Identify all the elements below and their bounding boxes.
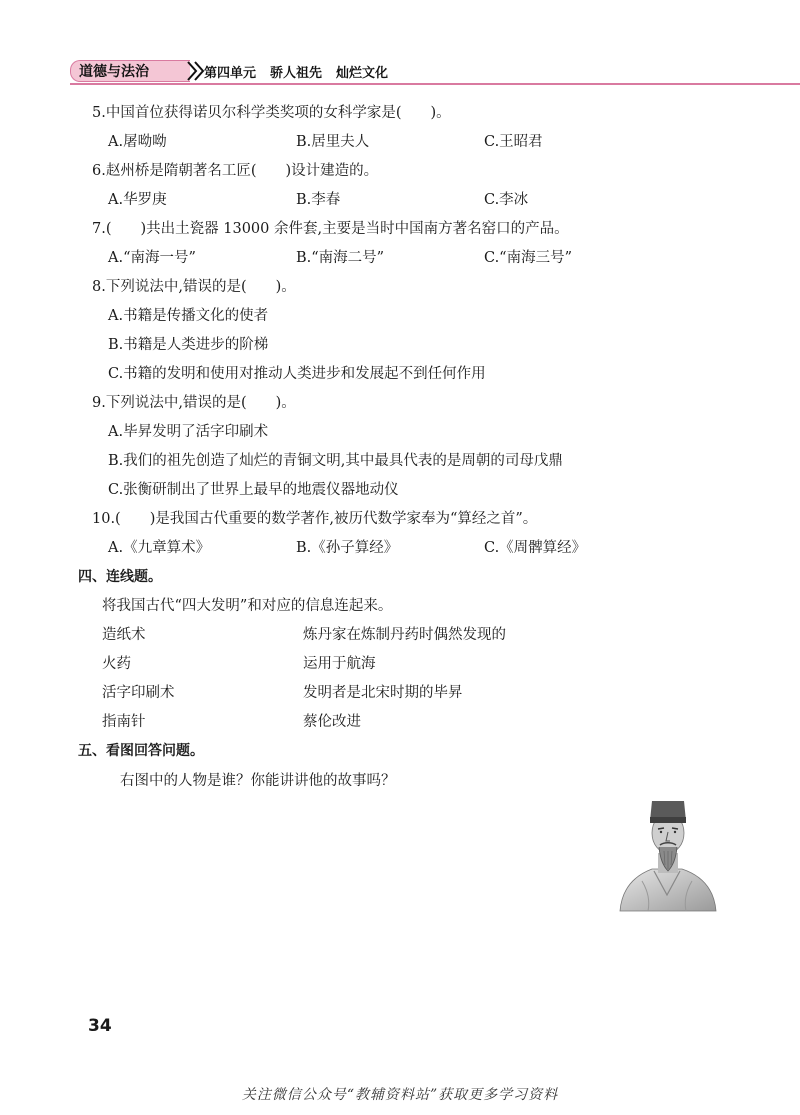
page-number: 34 xyxy=(88,1016,112,1036)
option: C.“南海三号” xyxy=(484,250,573,266)
option: B.居里夫人 xyxy=(296,134,370,150)
match-left-item: 活字印刷术 xyxy=(102,685,175,701)
unit-title-part2: 灿烂文化 xyxy=(336,66,389,81)
option: C.张衡研制出了世界上最早的地震仪器地动仪 xyxy=(108,482,399,498)
question-stem: 5.中国首位获得诺贝尔科学类奖项的女科学家是( )。 xyxy=(92,105,451,121)
section-title: 四、连线题。 xyxy=(78,569,162,585)
option: B.我们的祖先创造了灿烂的青铜文明,其中最具代表的是周朝的司母戊鼎 xyxy=(108,453,563,469)
footer-note: 关注微信公众号“教辅资料站”获取更多学习资料 xyxy=(241,1087,559,1103)
section-instruction: 将我国古代“四大发明”和对应的信息连起来。 xyxy=(102,598,393,614)
option: B.李春 xyxy=(296,192,341,208)
match-left-item: 火药 xyxy=(102,656,131,672)
option: A.“南海一号” xyxy=(108,250,196,266)
option: A.《九章算术》 xyxy=(108,540,211,556)
option: B.“南海二号” xyxy=(296,250,385,266)
section-title: 五、看图回答问题。 xyxy=(78,743,204,759)
option: C.书籍的发明和使用对推动人类进步和发展起不到任何作用 xyxy=(108,366,486,382)
page-header xyxy=(70,58,800,84)
match-left-item: 指南针 xyxy=(102,714,146,730)
option: C.李冰 xyxy=(484,192,529,208)
option: A.华罗庚 xyxy=(108,192,167,208)
option: A.屠呦呦 xyxy=(108,134,167,150)
option: B.书籍是人类进步的阶梯 xyxy=(108,337,269,353)
question-stem: 9.下列说法中,错误的是( )。 xyxy=(92,395,296,411)
option: C.《周髀算经》 xyxy=(484,540,587,556)
unit-title-part1: 骄人祖先 xyxy=(270,66,323,81)
option: A.毕昇发明了活字印刷术 xyxy=(108,424,269,440)
match-right-item: 炼丹家在炼制丹药时偶然发现的 xyxy=(303,627,506,643)
match-right-item: 运用于航海 xyxy=(303,656,376,672)
match-right-item: 蔡伦改进 xyxy=(303,714,361,730)
match-left-item: 造纸术 xyxy=(102,627,146,643)
question-stem: 10.( )是我国古代重要的数学著作,被历代数学家奉为“算经之首”。 xyxy=(92,511,538,527)
option: A.书籍是传播文化的使者 xyxy=(108,308,269,324)
portrait-bust-image xyxy=(612,795,722,913)
question-stem: 6.赵州桥是隋朝著名工匠( )设计建造的。 xyxy=(92,163,379,179)
unit-label: 第四单元 xyxy=(204,66,257,81)
question-stem: 7.( )共出土瓷器 13000 余件套,主要是当时中国南方著名窑口的产品。 xyxy=(92,221,569,237)
subject-tab: 道德与法治 xyxy=(70,60,190,82)
option: B.《孙子算经》 xyxy=(296,540,399,556)
match-right-item: 发明者是北宋时期的毕昇 xyxy=(303,685,463,701)
option: C.王昭君 xyxy=(484,134,543,150)
header-rule xyxy=(70,83,800,85)
section-question: 右图中的人物是谁？你能讲讲他的故事吗？ xyxy=(120,773,396,789)
unit-title xyxy=(204,62,402,81)
question-stem: 8.下列说法中,错误的是( )。 xyxy=(92,279,296,295)
